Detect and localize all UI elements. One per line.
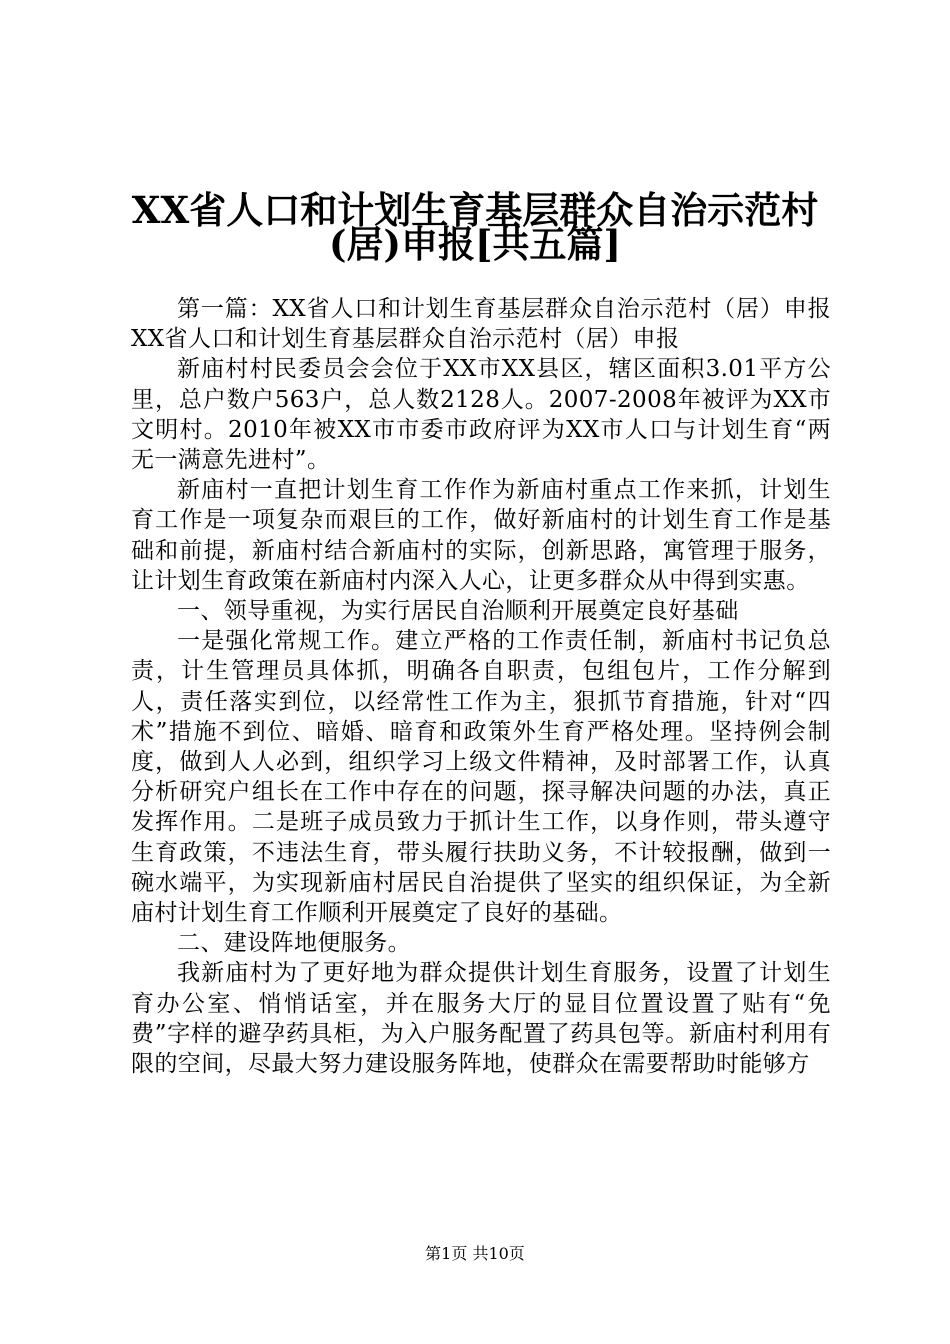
section-heading-1: 一、领导重视，为实行居民自治顺利开展奠定良好基础 (177, 598, 739, 625)
document-title-line-1: XX省人口和计划生育基层群众自治示范村 (131, 188, 819, 232)
document-body (131, 294, 831, 1079)
paragraph-3: 新庙村一直把计划生育工作作为新庙村重点工作来抓，计划生育工作是一项复杂而艰巨的工作，做好新庙村的计划生育工作是基础和前提，新庙村结合新庙村的实际，创新思路，寓管理于服务，让计划生育政策在新庙村内深入人心，让更多群众从中得到实惠。 (131, 477, 831, 594)
paragraph-4: 一是强化常规工作。建立严格的工作责任制，新庙村书记负总责，计生管理员具体抓，明确各自职责，包组包片，工作分解到人，责任落实到位，以经常性工作为主，狠抓节育措施，针对“四术”措施不到位、暗婚、暗育和政策外生育严格处理。坚持例会制度，做到人人必到，组织学习上级文件精神，及时部署工作，认真分析研究户组长在工作中存在的问题，探寻解决问题的办法，真正发挥作用。二是班子成员致力于抓计生工作，以身作则，带头遵守生育政策，不违法生育，带头履行扶助义务，不计较报酬，做到一碗水端平，为实现新庙村居民自治提供了坚实的组织保证，为全新庙村计划生育工作顺利开展奠定了良好的基础。 (131, 628, 831, 927)
paragraph-1: 第一篇：XX省人口和计划生育基层群众自治示范村（居）申报XX省人口和计划生育基层群众自治示范村（居）申报 (131, 296, 831, 353)
paragraph-5: 我新庙村为了更好地为群众提供计划生育服务，设置了计划生育办公室、悄悄话室，并在服务大厅的显目位置设置了贴有“免费”字样的避孕药具柜，为入户服务配置了药具包等。新庙村利用有限的空间，尽最大努力建设服务阵地，使群众在需要帮助时能够方 (131, 960, 831, 1078)
document-title-line-2: (居)申报[共五篇] (328, 222, 622, 266)
paragraph-2: 新庙村村民委员会会位于XX市XX县区，辖区面积3.01平方公里，总户数户563户，总人数2128人。2007-2008年被评为XX市文明村。2010年被XX市市委市政府评为XX市人口与计划生育“两无一满意先进村”。 (131, 356, 831, 474)
page-footer: 第1页 共10页 (425, 1244, 525, 1263)
section-heading-2: 二、建设阵地便服务。 (177, 930, 411, 957)
